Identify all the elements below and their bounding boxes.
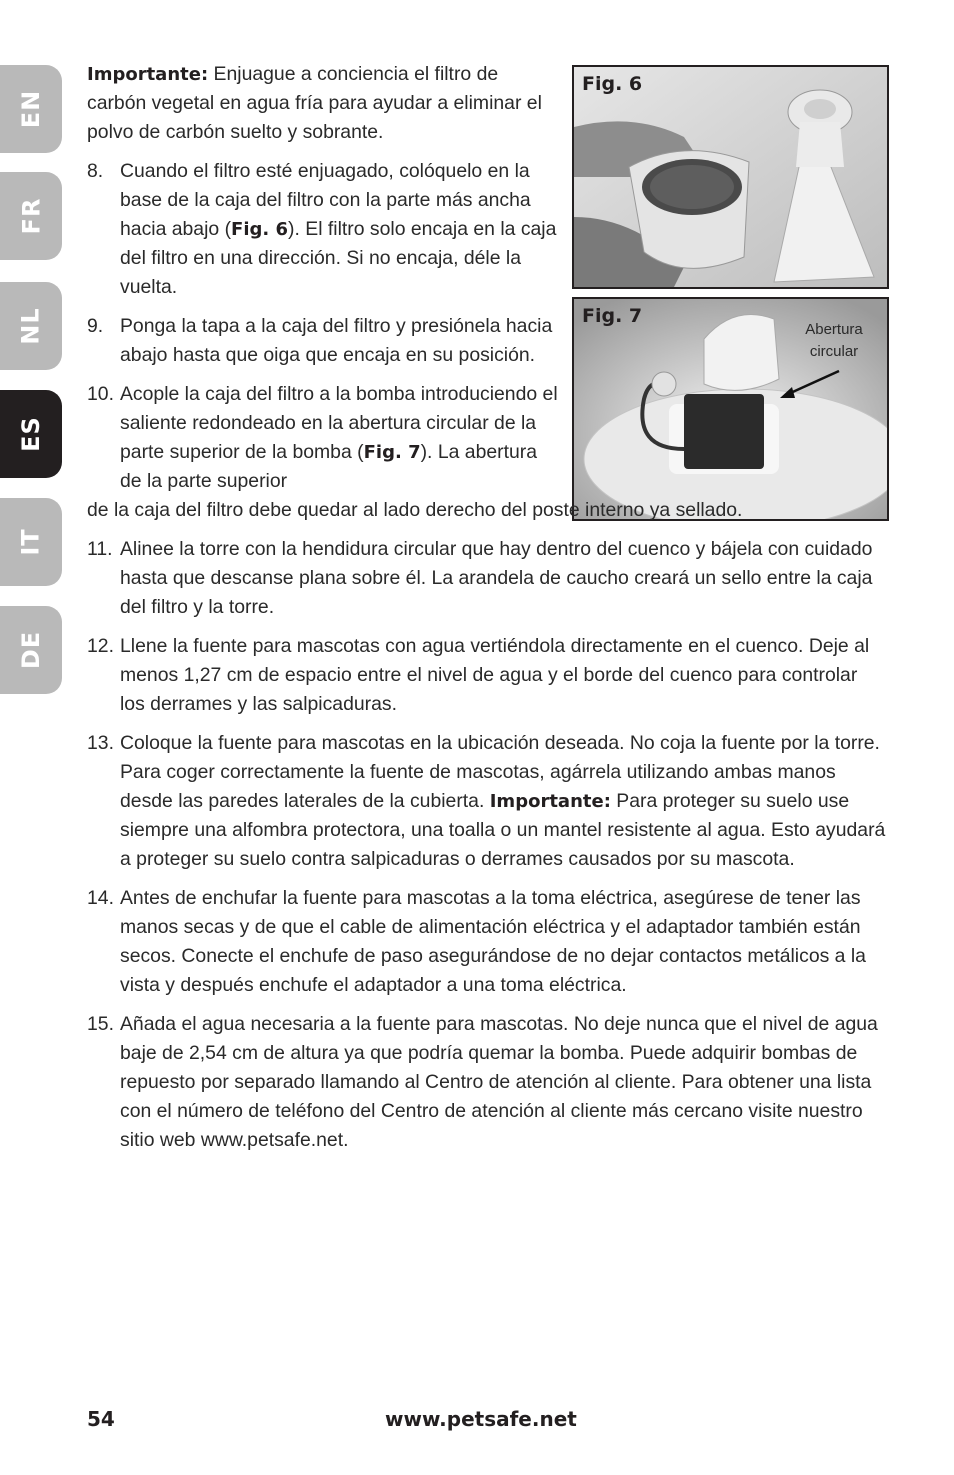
step-number: 15.: [87, 1013, 114, 1035]
step-11: [87, 535, 887, 622]
tab-label: EN: [16, 89, 45, 129]
step-15: [87, 1010, 887, 1155]
intro-bold: Importante:: [87, 64, 209, 85]
step-8-text-b: ). El filtro solo encaja en la caja del filtro en una dirección. Si no encaja, déle la vuelta.: [120, 218, 557, 298]
tab-nl[interactable]: [0, 282, 62, 370]
step-9: [87, 312, 887, 370]
page-number: 54: [87, 1407, 115, 1431]
step-text: Llene la fuente para mascotas con agua vertiéndola directamente en el cuenco. Deje al menos 1,27 cm de espacio entre el nivel de agua y el borde del cuenco para controlar los derrames y las salpicaduras.: [120, 635, 870, 715]
step-number: 9.: [87, 315, 104, 337]
instructions: [87, 60, 887, 1165]
step-text: [120, 729, 887, 874]
step-number: 11.: [87, 538, 113, 560]
step-13-bold: Importante:: [489, 791, 611, 812]
step-text: [120, 157, 560, 302]
step-text: Añada el agua necesaria a la fuente para mascotas. No deje nunca que el nivel de agua baje de 2,54 cm de altura ya que podría quemar la bomba. Puede adquirir bombas de repuesto por separado llamando al Centro de atención al cliente. Para obtener una lista con el número de teléfono del Centro de atención al cliente más cercano visite nuestro sitio web www.petsafe.net.: [120, 1013, 878, 1151]
step-text: Alinee la torre con la hendidura circular que hay dentro del cuenco y bájela con cuidado hasta que descanse plana sobre él. La arandela de caucho creará un sello entre la caja del filtro y la torre.: [120, 538, 873, 618]
step-10-text-a: Acople la caja del filtro a la bomba introduciendo el saliente redondeado en la abertura circular de la parte superior de la bomba (: [120, 383, 558, 463]
step-13: [87, 729, 887, 874]
step-number: 12.: [87, 635, 114, 657]
step-number: 14.: [87, 887, 114, 909]
figure-7-label: Fig. 7: [582, 305, 643, 327]
tab-label: IT: [17, 528, 45, 556]
step-10-text-b: ). La abertura de la parte superior: [120, 441, 538, 492]
footer-url: www.petsafe.net: [385, 1407, 577, 1431]
step-14: [87, 884, 887, 1000]
step-12: [87, 632, 887, 719]
intro-paragraph: [87, 60, 557, 147]
step-text: Antes de enchufar la fuente para mascotas a la toma eléctrica, asegúrese de tener las manos secas y de que el cable de alimentación eléctrica y el adaptador también están secos. Conecte el enchufe de paso asegurándose de no dejar contactos metálicos a la vista y después enchufe el adaptador a una toma eléctrica.: [120, 887, 866, 996]
tab-en[interactable]: [0, 65, 62, 153]
step-8-fig-ref: Fig. 6: [231, 219, 289, 240]
step-8-text-a: Cuando el filtro esté enjuagado, colóquelo en la base de la caja del filtro con la parte más ancha hacia abajo (: [120, 160, 531, 240]
tab-label: ES: [17, 416, 45, 452]
step-number: 8.: [87, 160, 104, 182]
annotation-line-1: Abertura: [805, 321, 863, 338]
step-number: 10.: [87, 383, 114, 405]
step-13-text-b: Para proteger su suelo use siempre una alfombra protectora, una toalla o un mantel resistente al agua. Esto ayudará a proteger su suelo contra salpicaduras o derrames causados por su mascota.: [120, 790, 886, 870]
annotation-line-2: circular: [809, 343, 859, 360]
step-text: [120, 380, 887, 496]
tab-de[interactable]: [0, 606, 62, 694]
step-text: Ponga la tapa a la caja del filtro y presiónela hacia abajo hasta que oiga que encaja en su posición.: [120, 315, 553, 366]
tab-label: NL: [16, 307, 45, 345]
tab-label: FR: [17, 197, 45, 235]
step-10-fig-ref: Fig. 7: [363, 442, 421, 463]
step-13-text-a: Coloque la fuente para mascotas en la ubicación deseada. No coja la fuente por la torre. Para coger correctamente la fuente de mascotas, agárrela utilizando ambas manos desde las paredes laterales de la cubierta.: [120, 732, 880, 812]
step-10-wrapped: [120, 380, 560, 496]
figure-6-label: Fig. 6: [582, 73, 643, 95]
tab-label: DE: [16, 630, 45, 670]
tab-fr[interactable]: [0, 172, 62, 260]
tab-it[interactable]: [0, 498, 62, 586]
step-10: [87, 380, 887, 496]
intro-text: Enjuague a conciencia el filtro de carbón vegetal en agua fría para ayudar a eliminar el polvo de carbón suelto y sobrante.: [87, 63, 542, 143]
step-10-continuation: de la caja del filtro debe quedar al lado derecho del poste interno ya sellado.: [87, 499, 743, 521]
step-8: [87, 157, 887, 302]
step-number: 13.: [87, 732, 114, 754]
tab-es[interactable]: [0, 390, 62, 478]
